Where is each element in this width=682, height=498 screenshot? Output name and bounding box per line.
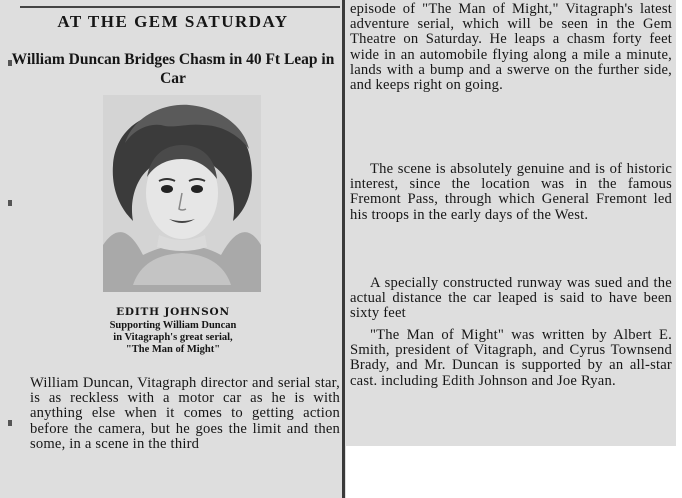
- photo-caption: [6, 306, 340, 356]
- paragraph-4: "The Man of Might" was written by Albert E. Smith, president of Vitagraph, and Cyrus Townsend Brady, and Mr. Duncan is supported by an all-star cast. including Edith Johnson and Joe Ryan.: [350, 327, 672, 389]
- margin-mark: [8, 420, 12, 426]
- left-column: [6, 0, 340, 498]
- headline: AT THE GEM SATURDAY: [57, 12, 289, 31]
- margin-mark: [8, 200, 12, 206]
- lead-paragraph: William Duncan, Vitagraph director and serial star, is as reckless with a motor car as he is with anything else when it comes to getting action before the camera, but he goes the limit and then some, in a scene in the third: [30, 375, 340, 452]
- column-rule: [342, 0, 345, 498]
- caption-line-2: in Vitagraph's great serial,: [113, 332, 233, 343]
- margin-mark: [8, 60, 12, 66]
- subhead: William Duncan Bridges Chasm in 40 Ft Leap in Car: [11, 51, 335, 87]
- page-edge: [676, 0, 682, 446]
- caption-line-1: Supporting William Duncan: [109, 320, 237, 331]
- paragraph-2: The scene is absolutely genuine and is of historic interest, since the location was in the famous Fremont Pass, through which General Fremont led his troops in the early days of the West.: [350, 161, 672, 223]
- top-rule: [20, 6, 340, 8]
- caption-name: EDITH JOHNSON: [116, 306, 230, 318]
- continuation-paragraph: episode of "The Man of Might," Vitagraph's latest adventure serial, which will be seen in the Gem Theatre on Saturday. He leaps a chasm forty feet wide in an automobile flying along a mile a minute, lands with a bump and a swerve on the further side, and keeps right on going.: [350, 1, 672, 94]
- paragraph-3: A specially constructed runway was sued and the actual distance the car leaped is said to have been sixty feet: [350, 275, 672, 322]
- blank-area: [346, 446, 682, 498]
- portrait-photo: [103, 95, 261, 292]
- caption-line-3: "The Man of Might": [125, 344, 221, 355]
- right-column: [350, 0, 674, 446]
